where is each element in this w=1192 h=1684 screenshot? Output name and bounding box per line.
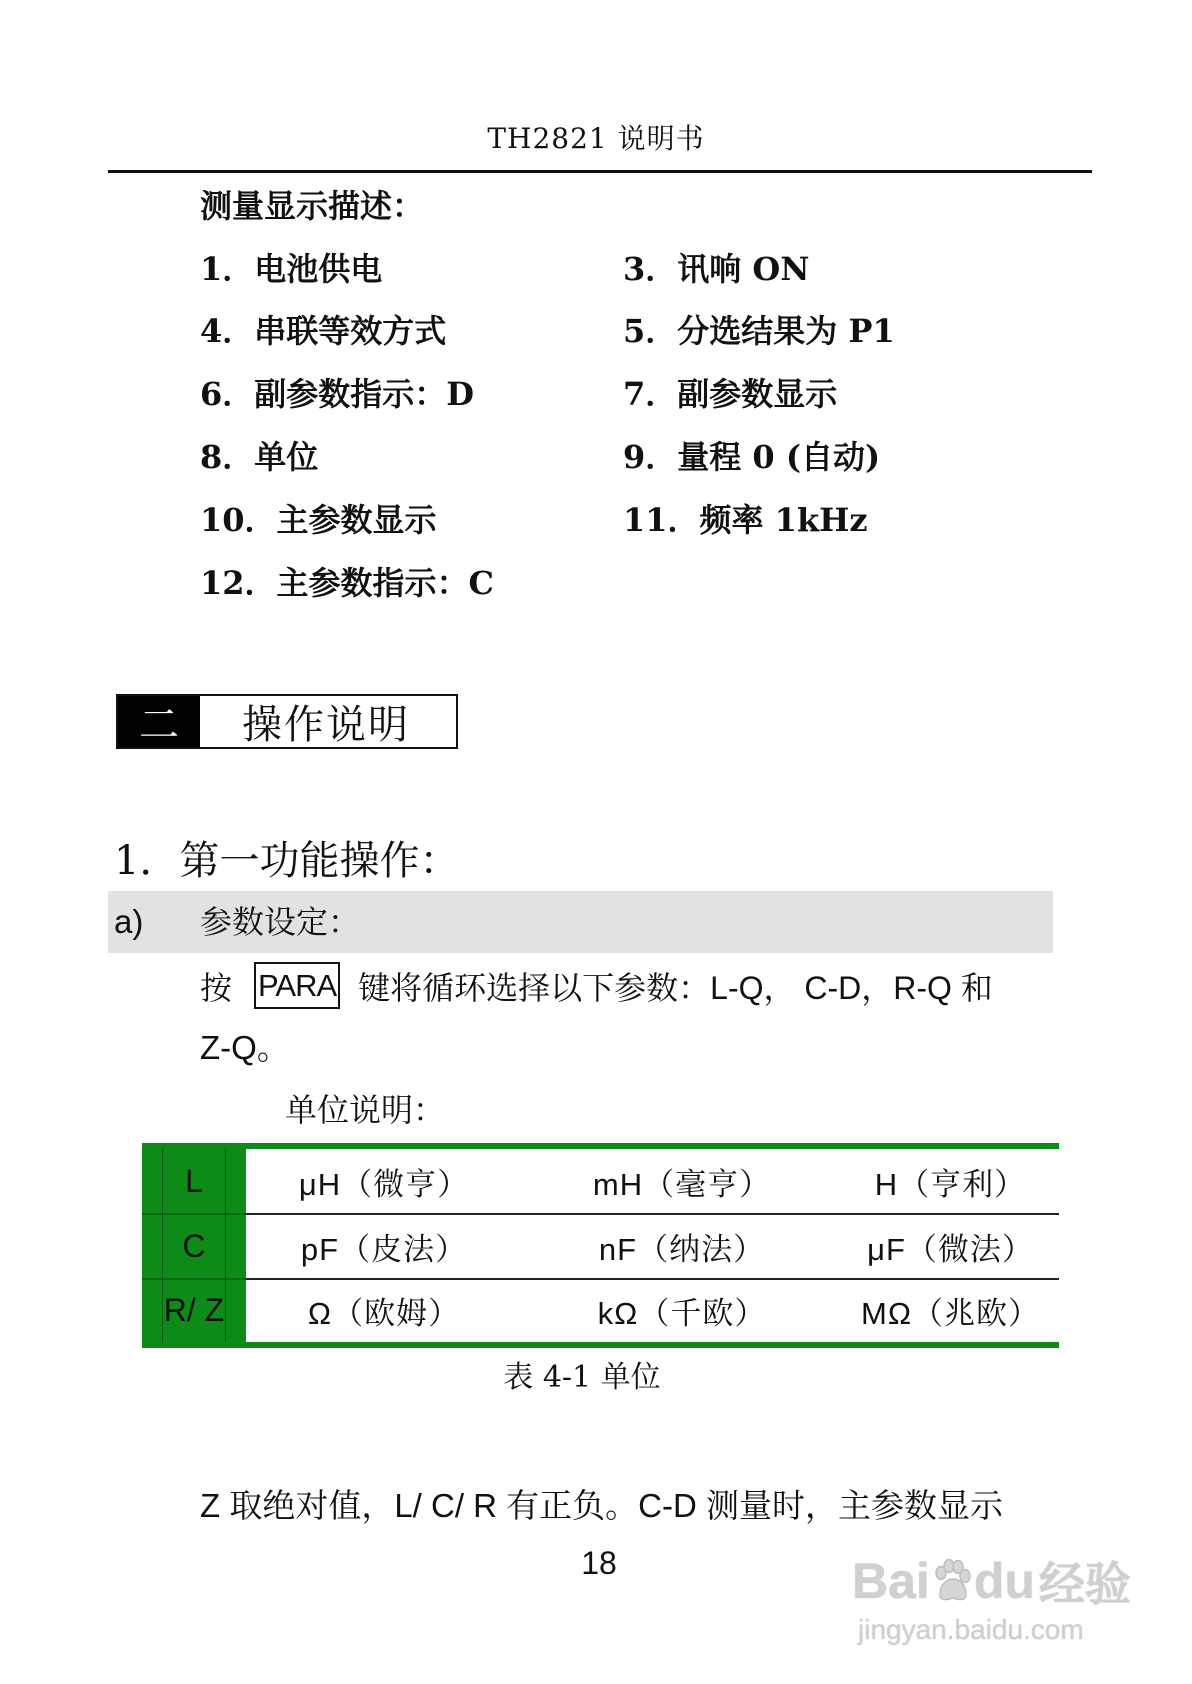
green-column-rule [225, 1149, 226, 1342]
display-item-11: 11．频率 1kHz [623, 501, 868, 539]
display-item-9: 9．量程 0 (自动) [623, 438, 881, 476]
table-param-cell: C [142, 1213, 246, 1277]
table-unit-cell: pF（皮法） [246, 1213, 522, 1277]
table-unit-cell: nF（纳法） [522, 1213, 842, 1277]
page-header-title: TH2821 说明书 [487, 122, 705, 155]
body-text-line: Z 取绝对值，L/ C/ R 有正负。C-D 测量时，主参数显示 [200, 1487, 1004, 1524]
page-number: 18 [581, 1545, 617, 1581]
section-title: 操作说明 [242, 702, 410, 748]
item-a-marker: a) [114, 903, 144, 940]
table-unit-cell: MΩ（兆欧） [842, 1278, 1059, 1342]
display-item-7: 7．副参数显示 [623, 375, 838, 413]
para-instruction-suffix: 键将循环选择以下参数：L-Q， C-D，R-Q 和 [358, 969, 993, 1006]
watermark-logo-text: 经验 [1038, 1557, 1131, 1611]
table-unit-cell: Ω（欧姆） [246, 1278, 522, 1342]
display-item-5: 5．分选结果为 P1 [623, 312, 895, 350]
header-rule [108, 170, 1092, 173]
para-instruction-line [200, 962, 993, 1009]
display-item-8: 8．单位 [200, 438, 319, 476]
green-column-rule [162, 1149, 163, 1342]
para-key-label: PARA [254, 962, 340, 1009]
section-heading-box [116, 694, 458, 749]
unit-table [142, 1143, 1059, 1348]
item-a-title: 参数设定： [200, 903, 361, 941]
table-unit-cell: kΩ（千欧） [522, 1278, 842, 1342]
section-number: 二 [118, 696, 200, 747]
watermark-logo-text: Bai [852, 1553, 930, 1609]
display-item-3: 3．讯响 ON [623, 250, 810, 288]
watermark-logo-text: du [973, 1553, 1035, 1609]
table-row [142, 1213, 1059, 1277]
item-a-band [108, 891, 1053, 953]
table-param-cell: L [142, 1149, 246, 1213]
display-item-1: 1．电池供电 [200, 250, 383, 288]
table-unit-cell: H（亨利） [874, 1166, 1027, 1202]
watermark-site: jingyan.baidu.com [858, 1614, 1084, 1645]
table-param-cell: R/ Z [142, 1278, 246, 1342]
display-item-4: 4．串联等效方式 [200, 312, 447, 350]
table-row [142, 1149, 1059, 1213]
baidu-jingyan-watermark-logo [852, 1548, 1131, 1614]
para-instruction-continuation: Z-Q。 [200, 1029, 290, 1066]
units-heading: 单位说明： [285, 1091, 446, 1129]
display-item-6: 6．副参数指示：D [200, 375, 475, 413]
display-description-heading: 测量显示描述： [200, 187, 425, 225]
table-caption: 表 4-1 单位 [503, 1360, 661, 1395]
subsection-title: 1．第一功能操作： [114, 838, 460, 884]
table-unit-cell: mH（毫亨） [592, 1166, 772, 1202]
para-instruction-prefix: 按 [200, 969, 233, 1006]
display-item-12: 12．主参数指示：C [200, 564, 495, 602]
table-unit-cell: μH（微亨） [298, 1166, 470, 1202]
paw-icon [932, 1559, 972, 1603]
display-item-10: 10．主参数显示 [200, 501, 437, 539]
table-unit-cell: μF（微法） [842, 1213, 1059, 1277]
table-row [142, 1278, 1059, 1342]
